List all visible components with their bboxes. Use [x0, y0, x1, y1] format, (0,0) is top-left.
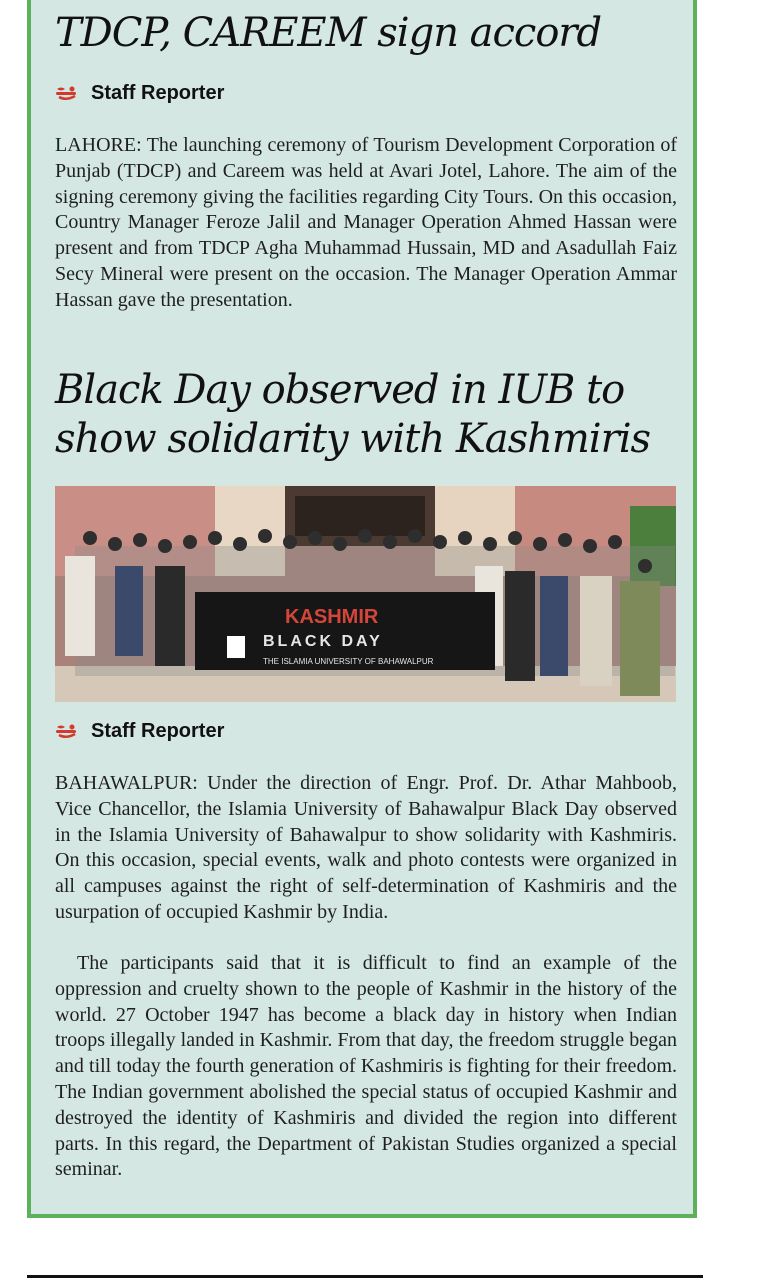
headline-black-day: Black Day observed in IUB to show solidarity with Kashmiris — [55, 367, 651, 462]
banner-title: KASHMIR — [285, 606, 379, 628]
article-body: LAHORE: The launching ceremony of Tourism Development Corporation of Punjab (TDCP) and Careem was held at Avari Jotel, Lahore. The aim of the signing ceremony giving the facilities regarding City Tours. On this occasion, Country Manager Feroze Jalil and Manager Operation Ahmed Hassan were present and from TDCP Agha Muhammad Hussain, MD and Asadullah Faiz Secy Mineral were present on the occasion. The Manager Operation Ammar Hassan gave the presentation. — [55, 134, 677, 311]
byline-label: Staff Reporter — [91, 720, 225, 742]
byline-1 — [55, 82, 224, 105]
article-body-paragraph-1: BAHAWALPUR: Under the direction of Engr. Prof. Dr. Athar Mahboob, Vice Chancellor, the Islamia University of Bahawalpur Black Day observed in the Islamia University of Bahawalpur to show solidarity with Kashmiris. On this occasion, special events, walk and photo contests were organized in all campuses against the right of self-determination of Kashmiris and the usurpation of occupied Kashmir by India. — [55, 772, 677, 923]
headline-tdcp: TDCP, CAREEM sign accord — [55, 10, 602, 56]
group-photo — [55, 486, 676, 702]
article-body-paragraph-2: The participants said that it is difficult to find an example of the oppression and cruelty shown to the people of Kashmir in the history of the world. 27 October 1947 has become a black day in history when Indian troops illegally landed in Kashmir. From that day, the freedom struggle began and till today the fourth generation of Kashmiris is fighting for their freedom. The Indian government abolished the special status of occupied Kashmir and destroyed the identity of Kashmiris and divided the region into different parts. In this regard, the Department of Pakistan Studies organized a special seminar. — [55, 952, 677, 1181]
byline-label: Staff Reporter — [91, 82, 225, 104]
banner-subtitle: BLACK DAY — [263, 633, 383, 650]
newspaper-logo-icon — [55, 723, 77, 741]
byline-2 — [55, 720, 224, 743]
banner-footer: THE ISLAMIA UNIVERSITY OF BAHAWALPUR — [263, 657, 434, 666]
newspaper-logo-icon — [55, 85, 77, 103]
page-divider — [27, 1275, 703, 1278]
